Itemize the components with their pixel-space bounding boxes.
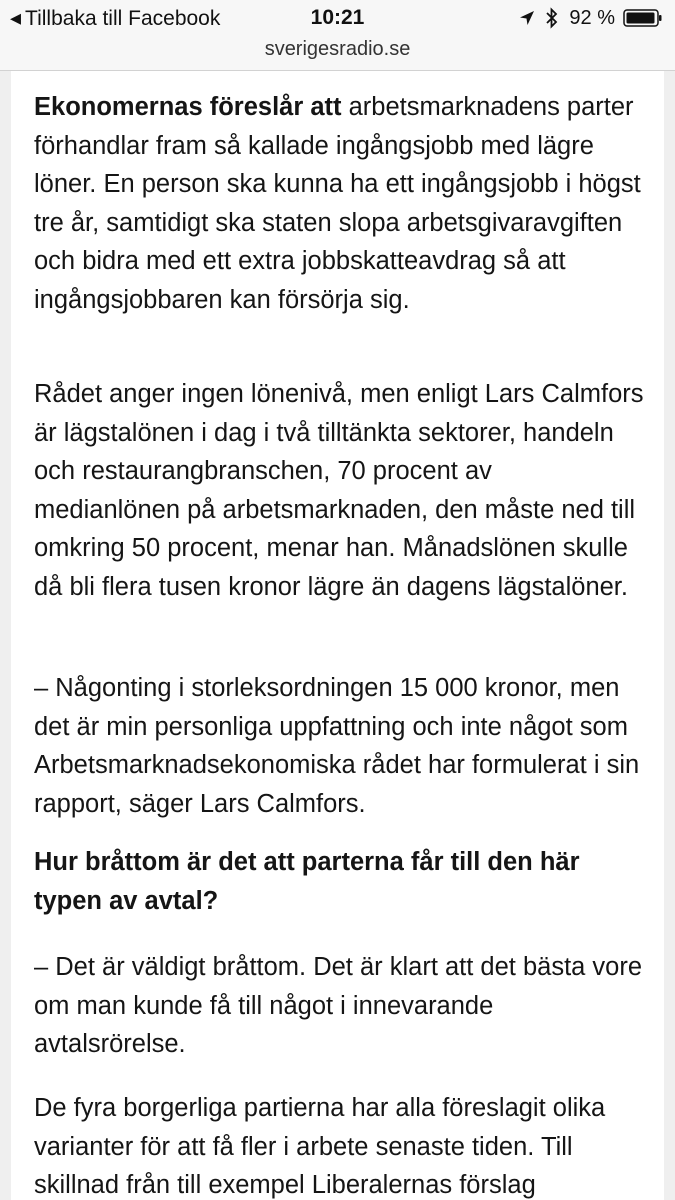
interview-question-heading: Hur bråttom är det att parterna får till den här typen av avtal?: [34, 848, 580, 915]
location-arrow-icon: [519, 10, 535, 26]
status-time: 10:21: [310, 6, 365, 29]
status-indicators: [519, 6, 663, 30]
paragraph-lead-bold: Ekonomernas föreslår att: [34, 93, 342, 121]
article-paragraph: – Någonting i storleksordningen 15 000 kronor, men det är min personliga uppfattning och inte något som Arbetsmarknadsekonomiska rådet har formulerat i sin rapport, säger Lars Calmfors.: [34, 674, 640, 818]
status-bar: [0, 0, 675, 36]
back-link-label: Tillbaka till Facebook: [25, 7, 221, 30]
article-paragraph: [34, 88, 644, 319]
bluetooth-icon: [545, 7, 559, 29]
content-frame: [0, 71, 675, 1200]
address-bar[interactable]: [0, 36, 675, 71]
battery-percent: 92 %: [569, 6, 615, 29]
article-paragraph: De fyra borgerliga partierna har alla föreslagit olika varianter för att få fler i arbete senaste tiden. Till skillnad från till exempel Liberalernas förslag: [34, 1094, 606, 1199]
paragraph-text: arbetsmarknadens parter förhandlar fram så kallade ingångsjobb med lägre löner. En person ska kunna ha ett ingångsjobb i högst tre år, samtidigt ska staten slopa arbetsgivaravgiften och bidra med ett extra jobbskatteavdrag så att ingångsjobbaren kan försörja sig.: [34, 93, 641, 314]
back-chevron-icon: ◂: [10, 5, 22, 30]
article-paragraph: – Det är väldigt bråttom. Det är klart att det bästa vore om man kunde få till något i innevarande avtalsrörelse.: [34, 953, 643, 1058]
article-paragraph: Rådet anger ingen lönenivå, men enligt Lars Calmfors är lägstalönen i dag i två tilltänkta sektorer, handeln och restaurangbranschen, 70 procent av medianlönen på arbetsmarknaden, den måste ned till omkring 50 procent, menar han. Månadslönen skulle då bli flera tusen kronor lägre än dagens lägstalöner.: [34, 380, 644, 601]
url-text: sverigesradio.se: [264, 38, 411, 60]
article-body: [11, 71, 664, 1200]
battery-icon: [623, 9, 663, 27]
